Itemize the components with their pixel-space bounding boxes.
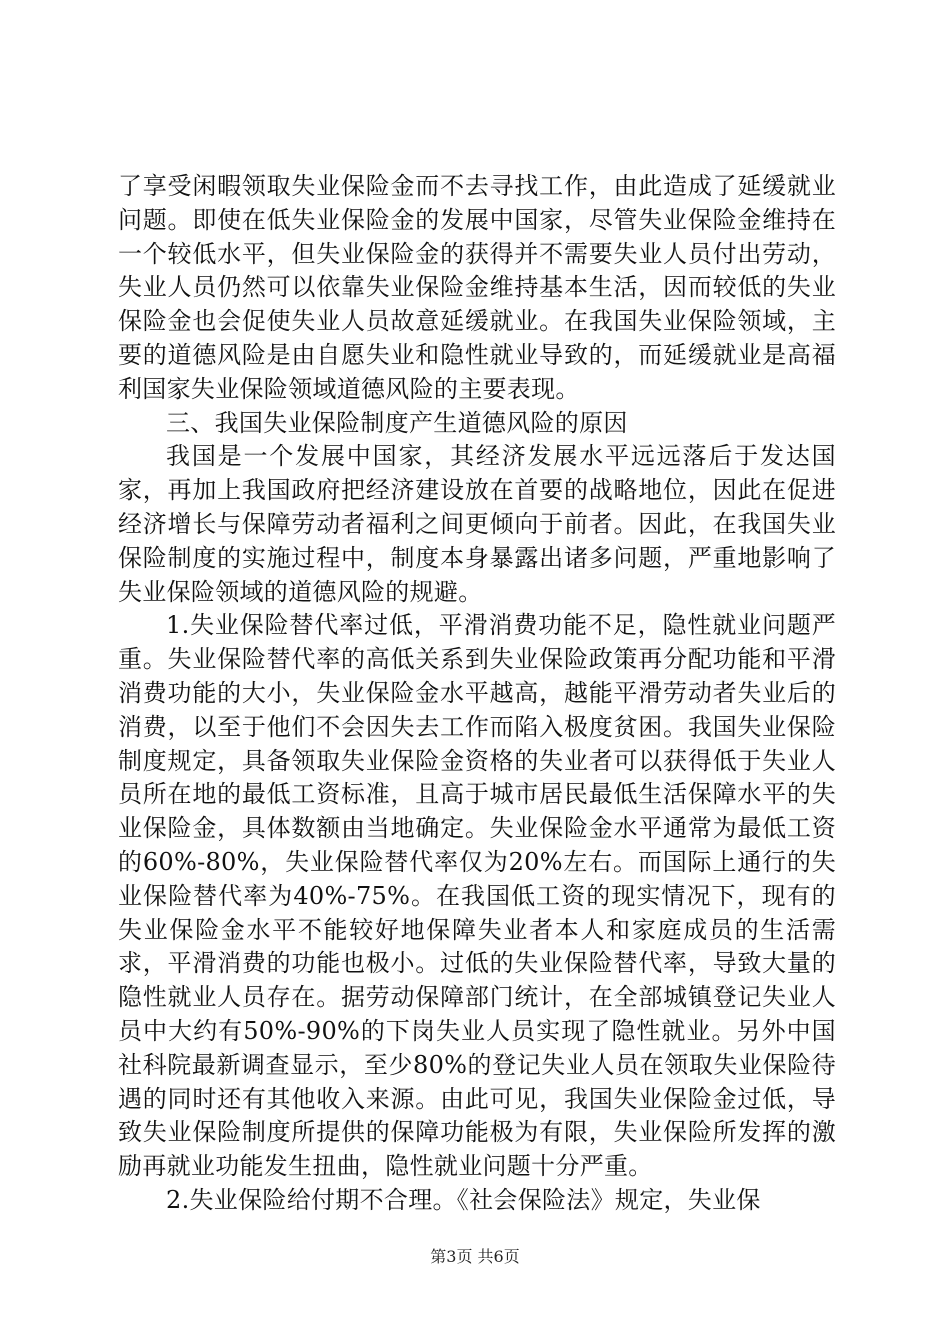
section-heading: 三、我国失业保险制度产生道德风险的原因 bbox=[166, 408, 628, 437]
paragraph-3: 1.失业保险替代率过低，平滑消费功能不足，隐性就业问题严重。失业保险替代率的高低关系到失业保险政策再分配功能和平滑消费功能的大小，失业保险金水平越高，越能平滑劳动者失业后的消费，以至于他们不会因失去工作而陷入极度贫困。我国失业保险制度规定，具备领取失业保险金资格的失业者可以获得低于失业人员所在地的最低工资标准，且高于城市居民最低生活保障水平的失业保险金，具体数额由当地确定。失业保险金水平通常为最低工资的60%-80%，失业保险替代率仅为20%左右。而国际上通行的失业保险替代率为40%-75%。在我国低工资的现实情况下，现有的失业保险金水平不能较好地保障失业者本人和家庭成员的生活需求，平滑消费的功能也极小。过低的失业保险替代率，导致大量的隐性就业人员存在。据劳动保障部门统计，在全部城镇登记失业人员中大约有50%-90%的下岗失业人员实现了隐性就业。另外中国社科院最新调查显示，至少80%的登记失业人员在领取失业保险待遇的同时还有其他收入来源。由此可见，我国失业保险金过低，导致失业保险制度所提供的保障功能极为有限，失业保险所发挥的激励再就业功能发生扭曲，隐性就业问题十分严重。 bbox=[118, 611, 836, 1181]
document-body bbox=[118, 170, 836, 1218]
paragraph-1: 了享受闲暇领取失业保险金而不去寻找工作，由此造成了延缓就业问题。即使在低失业保险金的发展中国家，尽管失业保险金维持在一个较低水平，但失业保险金的获得并不需要失业人员付出劳动，失业人员仍然可以依靠失业保险金维持基本生活，因而较低的失业保险金也会促使失业人员故意延缓就业。在我国失业保险领域，主要的道德风险是由自愿失业和隐性就业导致的，而延缓就业是高福利国家失业保险领域道德风险的主要表现。 bbox=[118, 172, 836, 403]
paragraph-2: 我国是一个发展中国家，其经济发展水平远远落后于发达国家，再加上我国政府把经济建设放在首要的战略地位，因此在促进经济增长与保障劳动者福利之间更倾向于前者。因此，在我国失业保险制度的实施过程中，制度本身暴露出诸多问题，严重地影响了失业保险领域的道德风险的规避。 bbox=[118, 442, 836, 606]
paragraph-4: 2.失业保险给付期不合理。《社会保险法》规定，失业保 bbox=[166, 1185, 761, 1214]
page-footer: 第3页 共6页 bbox=[430, 1247, 520, 1266]
